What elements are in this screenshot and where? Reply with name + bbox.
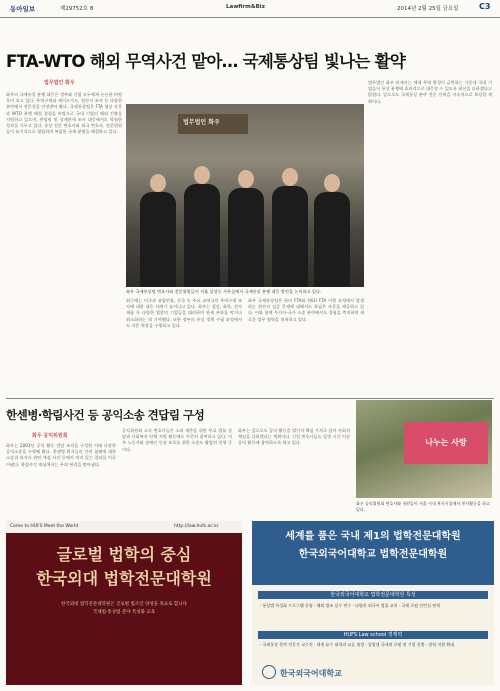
article2-headline: 한센병·학림사건 등 공익소송 견답림 구성 bbox=[6, 408, 205, 422]
university-name: 한국외국어대학교 bbox=[280, 669, 342, 678]
section-divider bbox=[6, 398, 494, 399]
ad-tagline: Come to HUFS Meet the World bbox=[10, 524, 79, 529]
article2-photo-caption: 화우 공익위원회 변호사와 직원들이 서울 시내 복지시설에서 봉사활동을 하고 있다. bbox=[356, 501, 490, 512]
ad2-title-band bbox=[252, 521, 494, 585]
ad2-feature-bar: 한국외국어대학교 법학전문대학원 특성 bbox=[258, 591, 488, 599]
photo-sign: 법무법인 화우 bbox=[178, 114, 248, 134]
article2-byline: 화우 공익위원회 bbox=[32, 433, 68, 439]
ad-headline-2: 한국외대 법학전문대학원 bbox=[36, 569, 212, 588]
photo-banner: 나누는 사랑 bbox=[404, 422, 488, 464]
hufs-ad-left[interactable] bbox=[6, 521, 242, 685]
page-header bbox=[0, 0, 500, 18]
article1-column-2: 최근에는 미국과 유럽연합, 중국 등 주요 교역국의 무역구제 조사에 대한 대응 사례가 늘어나고 있다. 화우는 철강, 화학, 전자 제품 등 다양한 업종의 기업들을 대리하며 관세 부과를 막거나 최소화하는 데 기여했다. 또한 정부의 통상 정책 수립 과정에서도 자문 역할을 수행하고 있다. bbox=[126, 298, 242, 328]
ad-top-bar bbox=[6, 521, 242, 533]
article1-byline: 법무법인 화우 bbox=[44, 80, 75, 86]
publish-date: 2014년 2월 25일 금요일 bbox=[397, 6, 459, 12]
article1-headline: FTA-WTO 해외 무역사건 맡아… 국제통상팀 빛나는 활약 bbox=[6, 52, 406, 71]
ad-subtext-1: 한국외대 법학전문대학원은 글로벌 법조인 양성을 목표로 합니다 bbox=[61, 602, 187, 607]
page-number: C3 bbox=[479, 2, 491, 11]
article2-column-2: 공익위원회 소속 변호사들은 소외 계층을 위한 무료 법률 상담과 사회복지 단체 지원 활동에도 꾸준히 참여하고 있다. 이주 노동자와 장애인 인권 보호를 위한 소송도 활발히 진행 중이다. bbox=[122, 428, 232, 452]
article1-photo-caption: 화우 국제통상팀 변호사와 전문위원들이 서울 삼성동 사무실에서 국제통상 분쟁 대응 방안을 논의하고 있다. bbox=[126, 289, 322, 294]
university-seal-icon bbox=[262, 665, 276, 679]
article1-column-1: 화우의 국제통상 분쟁 대응은 정부와 기업 모두에게 든든한 버팀목이 되고 있다. 무역구제와 세이프가드, 원산지 조사 등 다양한 분야에서 전문성을 인정받아 왔다. 국제통상팀은 FTA 협상 자문과 WTO 분쟁 해결 경험을 바탕으로 국내 기업의 해외 진출을 지원하고 있으며, 반덤핑 및 상계관세 조사 대응에서도 탁월한 성과를 거두고 있다. 통상 전문 변호사와 외국 변호사, 전문위원들이 유기적으로 협업하며 복잡한 국제 분쟁을 해결하고 있다. bbox=[6, 92, 122, 135]
ad2-competitiveness-list: · 국제통상 분야 전문가 교수진 · 세계 유수 대학과 교류 협정 · 졸업생 국내외 로펌 및 기업 진출 · 장학 지원 확대 bbox=[260, 642, 455, 647]
article2-column-1: 화우는 2001년 공익 활동 전담 조직을 구성한 이래 다양한 공익소송을 수행해 왔다. 한센병 환자들의 인권 침해에 대한 소송과 과거사 관련 재심 사건 등에서 의미 있는 결과를 이끌어냈다. 학림사건 재심에서는 무죄 판결을 받아냈다. bbox=[6, 443, 116, 467]
section-title: Lawfirm&Biz bbox=[226, 4, 265, 10]
ad-subtext-2: 국제법·통상법 분야 특성화 교육 bbox=[92, 610, 156, 615]
ad2-title-1: 세계를 품은 국내 제1의 법학전문대학원 bbox=[285, 531, 461, 542]
issue-number: 제29752호 8 bbox=[60, 6, 94, 12]
ad2-title-2: 한국외국어대학교 법학전문대학원 bbox=[298, 549, 448, 560]
article1-column-4: 법무법인 화우 관계자는 세계 무역 환경이 급변하는 가운데 국내 기업들이 통상 분쟁에 효과적으로 대응할 수 있도록 최선을 다하겠다고 밝혔다. 앞으로도 국제통상 분야 전문 인력을 지속적으로 보강할 계획이다. bbox=[368, 80, 492, 104]
article2-photo bbox=[356, 400, 492, 498]
ad2-feature-list: · 통상법 특성화 프로그램 운영 · 해외 법조 실무 연수 · 다양한 외국어 법률 교육 · 국제 로펌 인턴십 연계 bbox=[260, 603, 440, 608]
article2-column-3: 화우는 앞으로도 공익 활동을 법인의 핵심 가치로 삼아 사회적 책임을 다하겠다는 계획이다. 신입 변호사들도 일정 시간 이상 공익 활동에 참여하도록 하고 있다. bbox=[238, 428, 350, 446]
ad-headline-1: 글로벌 법학의 중심 bbox=[56, 545, 192, 564]
ad2-competitiveness-bar: HUFS Law school 경쟁력 bbox=[258, 631, 488, 639]
newspaper-logo: 동아일보 bbox=[10, 5, 36, 13]
hufs-ad-right[interactable] bbox=[252, 521, 494, 685]
article1-column-3: 화우 국제통상팀은 한미 FTA와 한EU FTA 이행 과정에서 발생하는 원산지 검증 문제에 대해서도 폭넓은 자문을 제공하고 있다. 이와 함께 투자자-국가 소송 분야에서도 경험을 축적하며 새로운 업무 영역을 개척하고 있다. bbox=[248, 298, 364, 322]
ad-url-link[interactable]: http://law.hufs.ac.kr bbox=[174, 524, 219, 529]
article1-photo bbox=[126, 104, 364, 287]
